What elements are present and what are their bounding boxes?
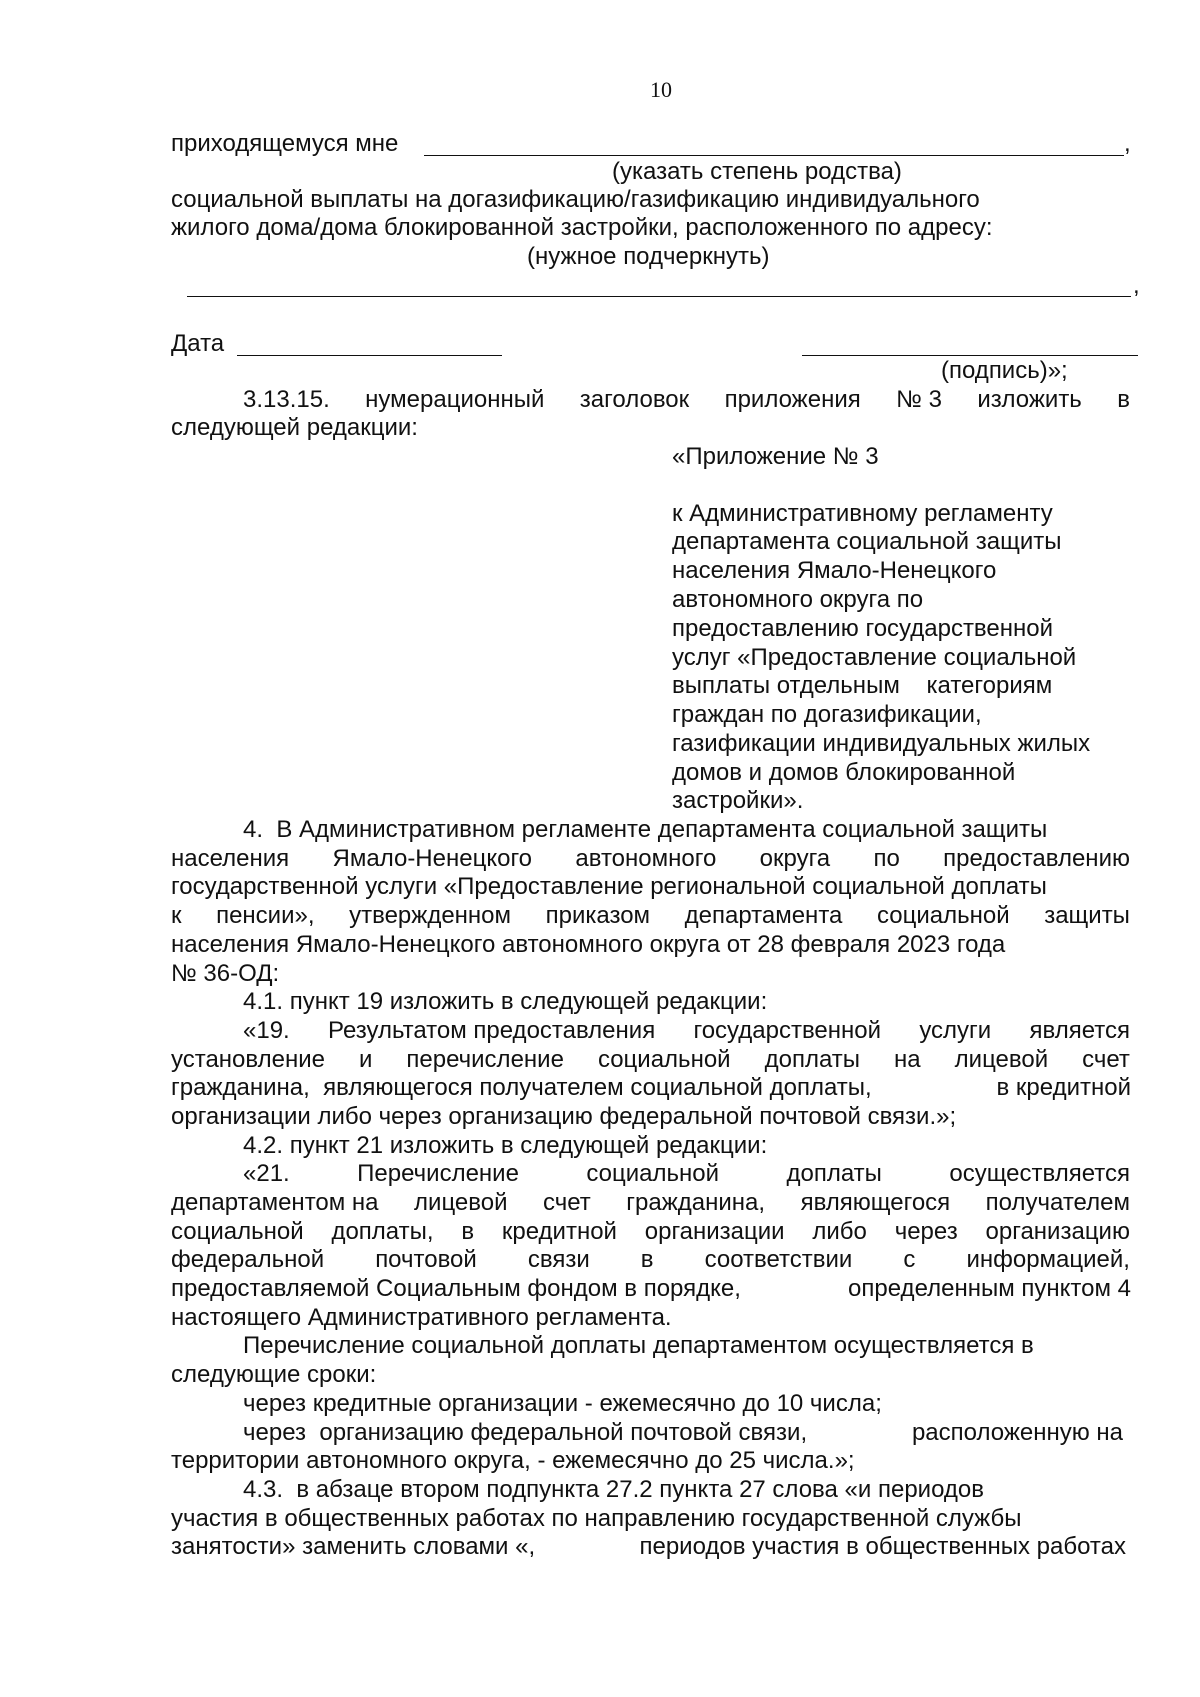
section-4-intro-line-5: населения Ямало-Ненецкого автономного округа от 28 февраля 2023 года	[171, 931, 1006, 958]
word: доплаты	[786, 1160, 882, 1187]
word: лицевой	[414, 1189, 508, 1216]
word: получателем	[985, 1189, 1130, 1216]
word: в	[1117, 386, 1130, 413]
word: гражданина, являющегося получателем социальной доплаты,	[171, 1074, 872, 1101]
word: социальной	[171, 1218, 304, 1245]
date-blank-line	[237, 355, 502, 356]
word: занятости» заменить словами «,	[171, 1533, 536, 1560]
subsection-4-3-line-2: участия в общественных работах по направлению государственной службы	[171, 1505, 1022, 1532]
word: через	[894, 1218, 958, 1245]
p19-line-3	[171, 1074, 1131, 1102]
p19-line-2	[171, 1046, 1130, 1074]
word: организацию	[985, 1218, 1130, 1245]
form-line-2: жилого дома/дома блокированной застройки, расположенного по адресу:	[171, 214, 993, 241]
word: Ямало-Ненецкого	[332, 845, 533, 872]
annex-line: населения Ямало-Ненецкого	[672, 557, 997, 584]
postal-line-1	[171, 1419, 1123, 1447]
form-line-1: социальной выплаты на догазификацию/газификацию индивидуального	[171, 186, 980, 213]
transfer-line-2: следующие сроки:	[171, 1361, 377, 1388]
word: заголовок	[579, 386, 690, 413]
word: осуществляется	[949, 1160, 1130, 1187]
word: округа	[759, 845, 831, 872]
word: «19.	[243, 1017, 290, 1044]
word: автономного	[575, 845, 717, 872]
signature-hint: (подпись)»;	[941, 357, 1068, 384]
word: в	[640, 1246, 654, 1273]
word: «21.	[243, 1160, 290, 1187]
section-4-intro-line-4	[171, 902, 1130, 930]
word: социальной	[586, 1160, 720, 1187]
section-4-intro-line-1: 4. В Административном регламенте департамента социальной защиты	[243, 816, 1048, 843]
word: кредитной	[501, 1218, 617, 1245]
annex-line: услуг «Предоставление социальной	[672, 644, 1077, 671]
word: с	[903, 1246, 916, 1273]
word: департаментом на	[171, 1189, 379, 1216]
word: изложить	[977, 386, 1082, 413]
section-4-intro-line-2	[171, 845, 1130, 873]
p21-line-6: настоящего Административного регламента.	[171, 1304, 672, 1331]
annex-line: граждан по догазификации,	[672, 701, 982, 728]
word: расположенную на	[911, 1419, 1123, 1446]
word: счет	[1082, 1046, 1130, 1073]
word: государственной	[693, 1017, 882, 1044]
subsection-4-3-line-3	[171, 1533, 1126, 1561]
p21-line-4	[171, 1246, 1130, 1274]
p19-line-1	[171, 1017, 1130, 1045]
address-comma: ,	[1133, 272, 1140, 299]
p19-line-4: организации либо через организацию федеральной почтовой связи.»;	[171, 1103, 957, 1130]
p21-line-2	[171, 1189, 1130, 1217]
word: связи	[527, 1246, 590, 1273]
word: услуги	[919, 1017, 992, 1044]
word: перечисление	[406, 1046, 564, 1073]
word: на	[894, 1046, 921, 1073]
word: в	[461, 1218, 475, 1245]
word: социальной	[597, 1046, 731, 1073]
word: 3.13.15.	[243, 386, 330, 413]
p21-line-1	[171, 1160, 1130, 1188]
credit-orgs-line: через кредитные организации - ежемесячно до 10 числа;	[243, 1390, 882, 1417]
p21-line-3	[171, 1218, 1130, 1246]
word: Результатом предоставления	[328, 1017, 656, 1044]
signature-blank-line	[802, 355, 1138, 356]
relation-comma: ,	[1124, 130, 1131, 157]
underline-hint: (нужное подчеркнуть)	[527, 243, 770, 270]
word: через организацию федеральной почтовой связи,	[243, 1419, 808, 1446]
word: населения	[171, 845, 290, 872]
word: является	[1029, 1017, 1130, 1044]
annex-line: предоставлению государственной	[672, 615, 1054, 642]
word: и	[358, 1046, 373, 1073]
word: лицевой	[954, 1046, 1049, 1073]
p21-line-5	[171, 1275, 1131, 1303]
annex-line: департамента социальной защиты	[672, 528, 1062, 555]
annex-line: автономного округа по	[672, 586, 924, 613]
word: установление	[171, 1046, 325, 1073]
date-label: Дата	[171, 330, 225, 357]
relation-hint: (указать степень родства)	[612, 158, 902, 185]
postal-line-2: территории автономного округа, - ежемесячно до 25 числа.»;	[171, 1447, 855, 1474]
word: предоставляемой Социальным фондом в порядке,	[171, 1275, 741, 1302]
item-3-13-15-line-1	[171, 386, 1130, 414]
subsection-4-3-line-1: 4.3. в абзаце втором подпункта 27.2 пункта 27 слова «и периодов	[243, 1476, 984, 1503]
word: доплаты	[764, 1046, 861, 1073]
word: Перечисление	[357, 1160, 519, 1187]
word: к	[171, 902, 182, 929]
word: утвержденном	[349, 902, 512, 929]
word: социальной	[876, 902, 1010, 929]
word: предоставлению	[943, 845, 1130, 872]
word: организации	[644, 1218, 785, 1245]
word: либо	[812, 1218, 867, 1245]
word: по	[873, 845, 900, 872]
page-number: 10	[650, 77, 672, 102]
annex-line: застройки».	[672, 787, 804, 814]
word: приложения	[724, 386, 861, 413]
relation-prefix: приходящемуся мне	[171, 130, 399, 157]
word: информацией,	[966, 1246, 1130, 1273]
annex-line: выплаты отдельным категориям	[672, 672, 1053, 699]
word: гражданина,	[626, 1189, 766, 1216]
subsection-4-1: 4.1. пункт 19 изложить в следующей редакции:	[243, 988, 768, 1015]
word: периодов участия в общественных работах	[639, 1533, 1126, 1560]
word: защиты	[1044, 902, 1130, 929]
relation-blank-line	[424, 155, 1124, 156]
section-4-intro-line-3: государственной услуги «Предоставление региональной социальной доплаты	[171, 873, 1047, 900]
word: № 3	[896, 386, 942, 413]
address-blank-line	[187, 296, 1131, 297]
subsection-4-2: 4.2. пункт 21 изложить в следующей редакции:	[243, 1132, 768, 1159]
annex-line: домов и домов блокированной	[672, 759, 1016, 786]
word: пенсии»,	[216, 902, 315, 929]
annex-title: «Приложение № 3	[672, 443, 879, 470]
word: почтовой	[375, 1246, 477, 1273]
section-4-intro-line-6: № 36-ОД:	[171, 960, 280, 987]
word: счет	[543, 1189, 591, 1216]
word: определенным пунктом 4	[848, 1275, 1131, 1302]
word: федеральной	[171, 1246, 325, 1273]
word: приказом	[545, 902, 651, 929]
word: соответствии	[704, 1246, 853, 1273]
word: в кредитной	[996, 1074, 1131, 1101]
transfer-line-1: Перечисление социальной доплаты департаментом осуществляется в	[243, 1332, 1034, 1359]
annex-line: к Административному регламенту	[672, 500, 1053, 527]
word: департамента	[684, 902, 843, 929]
word: являющегося	[800, 1189, 951, 1216]
item-3-13-15-line-2: следующей редакции:	[171, 414, 418, 441]
word: нумерационный	[365, 386, 545, 413]
annex-line: газификации индивидуальных жилых	[672, 730, 1091, 757]
word: доплаты,	[331, 1218, 434, 1245]
